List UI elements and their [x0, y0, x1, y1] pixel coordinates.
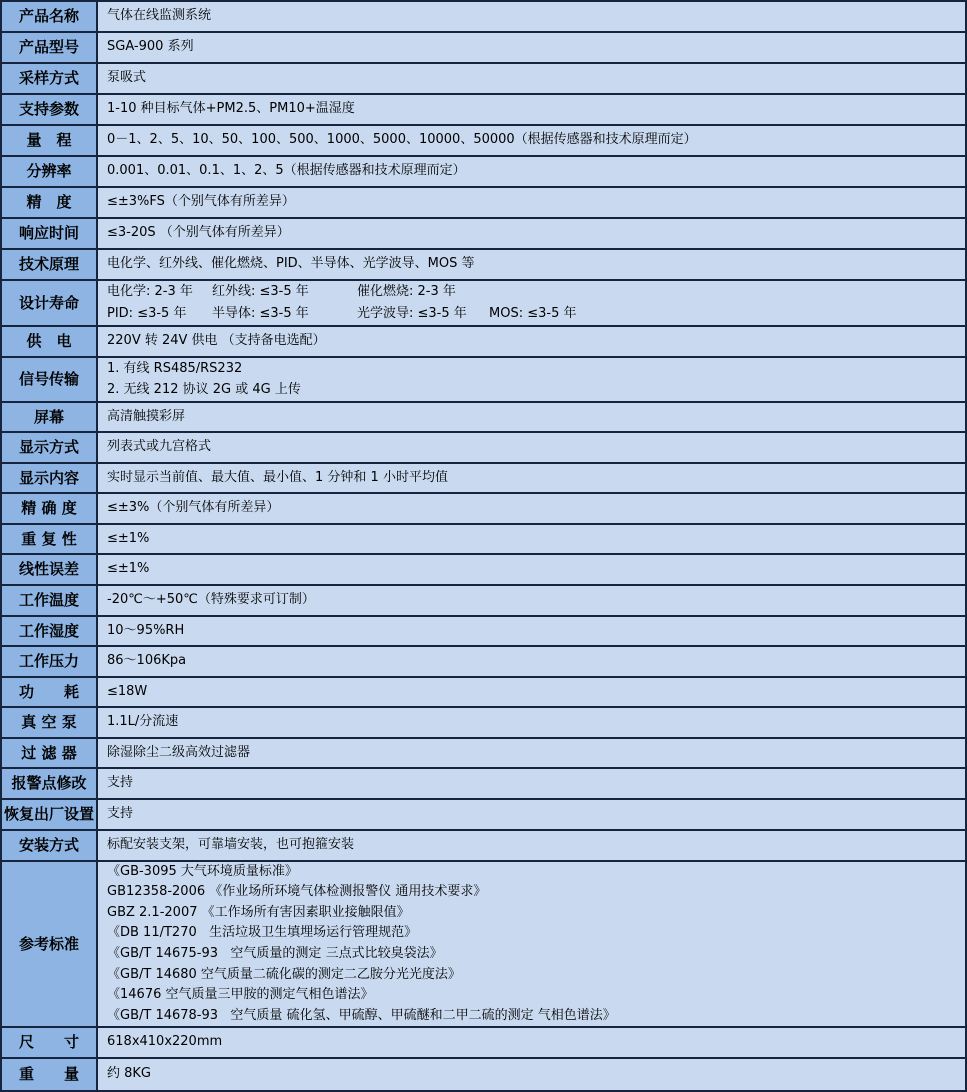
spec-label: 显示方式 — [2, 433, 98, 462]
table-row — [2, 358, 965, 403]
table-row — [2, 1028, 965, 1059]
table-row — [2, 525, 965, 555]
spec-value: 220V 转 24V 供电 （支持备电选配） — [98, 327, 965, 356]
spec-label: 采样方式 — [2, 64, 98, 93]
spec-value-line: 《DB 11/T270 生活垃圾卫生填埋场运行管理规范》 — [107, 925, 418, 941]
spec-value-line: GBZ 2.1-2007 《工作场所有害因素职业接触限值》 — [107, 904, 410, 920]
spec-value-item: 光学波导: ≤3-5 年 — [357, 306, 467, 321]
table-row — [2, 64, 965, 95]
table-row — [2, 800, 965, 831]
table-row — [2, 464, 965, 494]
table-row — [2, 831, 965, 862]
spec-label: 支持参数 — [2, 95, 98, 124]
spec-label: 工作湿度 — [2, 617, 98, 645]
table-row — [2, 769, 965, 800]
table-row — [2, 647, 965, 678]
spec-label: 产品名称 — [2, 2, 98, 31]
spec-label: 量 程 — [2, 126, 98, 155]
spec-value-line: 《GB/T 14678-93 空气质量 硫化氢、甲硫醇、甲硫醚和二甲二硫的测定 气相色谱法》 — [107, 1007, 616, 1023]
spec-value-item: 催化燃烧: 2-3 年 — [357, 284, 456, 299]
spec-value-line: 1. 有线 RS485/RS232 — [107, 360, 243, 376]
table-row — [2, 188, 965, 219]
spec-label: 信号传输 — [2, 358, 98, 401]
spec-value-line: 《GB/T 14680 空气质量二硫化碳的测定二乙胺分光光度法》 — [107, 966, 461, 982]
spec-label: 设计寿命 — [2, 281, 98, 325]
spec-label: 过 滤 器 — [2, 739, 98, 767]
table-row — [2, 1059, 965, 1090]
spec-label: 线性误差 — [2, 555, 98, 584]
spec-label: 显示内容 — [2, 464, 98, 492]
spec-value-item: 电化学: 2-3 年 — [107, 284, 193, 299]
table-row — [2, 219, 965, 250]
spec-value: 618x410x220mm — [98, 1028, 965, 1057]
spec-value: 1-10 种目标气体+PM2.5、PM10+温湿度 — [98, 95, 965, 124]
spec-label: 安装方式 — [2, 831, 98, 860]
table-row — [2, 403, 965, 433]
spec-label: 精 度 — [2, 188, 98, 217]
table-row — [2, 250, 965, 281]
table-row — [2, 555, 965, 586]
spec-label: 尺 寸 — [2, 1028, 98, 1057]
spec-value-line — [107, 281, 961, 303]
table-row — [2, 739, 965, 769]
spec-label: 工作压力 — [2, 647, 98, 676]
table-row — [2, 95, 965, 126]
spec-value: ≤±1% — [98, 555, 965, 584]
table-row — [2, 708, 965, 739]
spec-label: 响应时间 — [2, 219, 98, 248]
spec-value: -20℃～+50℃（特殊要求可订制） — [98, 586, 965, 615]
spec-value: 除湿除尘二级高效过滤器 — [98, 739, 965, 767]
spec-label: 参考标准 — [2, 862, 98, 1026]
table-row — [2, 327, 965, 358]
spec-value: ≤18W — [98, 678, 965, 706]
spec-value: ≤±3%FS（个别气体有所差异） — [98, 188, 965, 217]
table-row — [2, 157, 965, 188]
spec-value: 气体在线监测系统 — [98, 2, 965, 31]
spec-label: 恢复出厂设置 — [2, 800, 98, 829]
table-row — [2, 433, 965, 464]
table-row — [2, 617, 965, 647]
spec-value-item: 半导体: ≤3-5 年 — [212, 306, 309, 321]
spec-value-line: 《GB/T 14675-93 空气质量的测定 三点式比较臭袋法》 — [107, 946, 443, 961]
spec-value — [98, 862, 965, 1026]
spec-value: ≤±1% — [98, 525, 965, 553]
spec-value-line: 《GB-3095 大气环境质量标准》 — [107, 863, 298, 879]
spec-value-item: MOS: ≤3-5 年 — [489, 306, 577, 321]
spec-value: 高清触摸彩屏 — [98, 403, 965, 431]
table-row — [2, 862, 965, 1028]
spec-label: 重 量 — [2, 1059, 98, 1090]
spec-value-item: PID: ≤3-5 年 — [107, 306, 187, 321]
spec-value: 1.1L/分流速 — [98, 708, 965, 737]
spec-value-item: 红外线: ≤3-5 年 — [212, 284, 309, 299]
spec-label: 分辨率 — [2, 157, 98, 186]
spec-label: 屏幕 — [2, 403, 98, 431]
spec-value — [98, 281, 965, 325]
spec-value: 0－1、2、5、10、50、100、500、1000、5000、10000、50000（根据传感器和技术原理而定） — [98, 126, 965, 155]
spec-value: 泵吸式 — [98, 64, 965, 93]
spec-value: 约 8KG — [98, 1059, 965, 1090]
spec-value: 10～95%RH — [98, 617, 965, 645]
spec-value: 标配安装支架，可靠墙安装，也可抱箍安装 — [98, 831, 965, 860]
table-row — [2, 586, 965, 617]
spec-label: 技术原理 — [2, 250, 98, 279]
table-row — [2, 126, 965, 157]
spec-label: 真 空 泵 — [2, 708, 98, 737]
spec-value-line: 2. 无线 212 协议 2G 或 4G 上传 — [107, 381, 301, 397]
spec-value: 支持 — [98, 800, 965, 829]
spec-label: 功 耗 — [2, 678, 98, 706]
spec-label: 产品型号 — [2, 33, 98, 62]
spec-value — [98, 358, 965, 401]
spec-value: ≤±3%（个别气体有所差异） — [98, 494, 965, 523]
spec-value-line — [107, 303, 961, 325]
spec-value: 0.001、0.01、0.1、1、2、5（根据传感器和技术原理而定） — [98, 157, 965, 186]
spec-value: ≤3-20S （个别气体有所差异） — [98, 219, 965, 248]
spec-label: 工作温度 — [2, 586, 98, 615]
spec-value: 86～106Kpa — [98, 647, 965, 676]
spec-value-line: 《14676 空气质量三甲胺的测定气相色谱法》 — [107, 987, 374, 1003]
spec-value: 实时显示当前值、最大值、最小值、1 分钟和 1 小时平均值 — [98, 464, 965, 492]
table-row — [2, 281, 965, 327]
spec-value: 电化学、红外线、催化燃烧、PID、半导体、光学波导、MOS 等 — [98, 250, 965, 279]
spec-value: SGA-900 系列 — [98, 33, 965, 62]
spec-value: 列表式或九宫格式 — [98, 433, 965, 462]
spec-value: 支持 — [98, 769, 965, 798]
spec-value-line: GB12358-2006 《作业场所环境气体检测报警仪 通用技术要求》 — [107, 884, 487, 900]
table-row — [2, 33, 965, 64]
spec-label: 供 电 — [2, 327, 98, 356]
spec-label: 精 确 度 — [2, 494, 98, 523]
spec-label: 重 复 性 — [2, 525, 98, 553]
table-row — [2, 2, 965, 33]
table-row — [2, 494, 965, 525]
spec-label: 报警点修改 — [2, 769, 98, 798]
table-row — [2, 678, 965, 708]
